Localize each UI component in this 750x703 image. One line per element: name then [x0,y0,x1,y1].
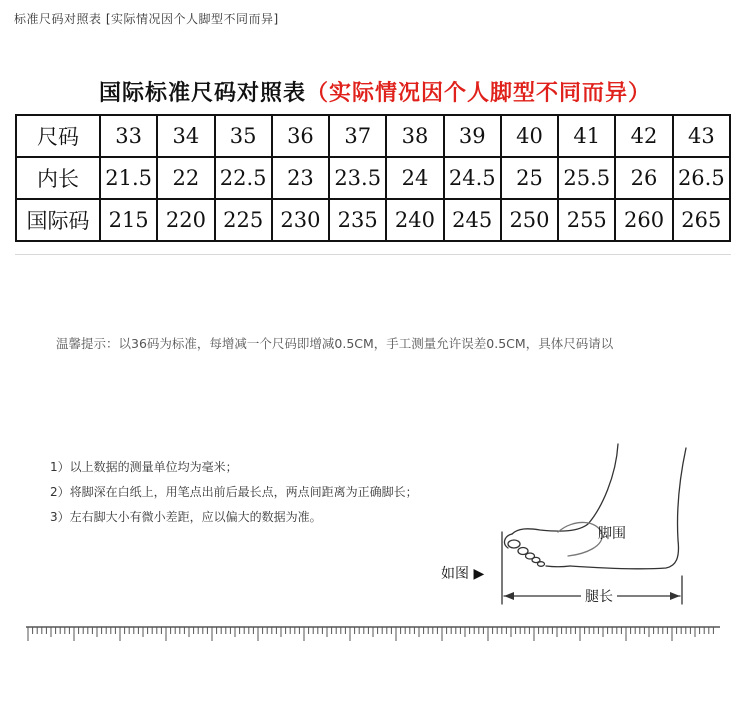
note-item: 2）将脚深在白纸上，用笔点出前后最长点，两点间距离为正确脚长； [50,485,418,499]
size-chart-table [15,114,731,242]
divider [15,254,731,255]
title-note: （实际情况因个人脚型不同而异） [306,81,652,106]
page-title [0,76,750,107]
table-cell: 36 [272,115,329,157]
table-cell: 23.5 [329,157,386,199]
measurement-notes [50,458,418,533]
table-cell: 35 [215,115,272,157]
length-label: 腿长 [581,586,617,606]
table-cell: 23 [272,157,329,199]
table-row [16,199,730,241]
note-item: 1）以上数据的测量单位均为毫米； [50,460,238,474]
table-cell: 265 [673,199,730,241]
table-cell: 26 [615,157,672,199]
table-cell: 215 [100,199,157,241]
table-cell: 34 [157,115,214,157]
girth-label: 脚围 [598,526,626,542]
table-cell: 42 [615,115,672,157]
table-cell: 255 [558,199,615,241]
table-cell: 25 [501,157,558,199]
table-row [16,157,730,199]
table-cell: 22.5 [215,157,272,199]
table-row [16,115,730,157]
table-cell: 230 [272,199,329,241]
table-cell: 220 [157,199,214,241]
row-label: 国际码 [16,199,100,241]
table-cell: 39 [444,115,501,157]
table-cell: 24.5 [444,157,501,199]
table-cell: 250 [501,199,558,241]
note-item: 3）左右脚大小有微小差距，应以偏大的数据为准。 [50,510,322,524]
table-cell: 25.5 [558,157,615,199]
figure-pointer-label: 如图 ▶ [441,566,485,582]
table-cell: 43 [673,115,730,157]
table-cell: 245 [444,199,501,241]
header-note: 标准尺码对照表 [实际情况因个人脚型不同而异] [14,12,279,26]
table-cell: 21.5 [100,157,157,199]
table-cell: 235 [329,199,386,241]
table-cell: 37 [329,115,386,157]
table-cell: 24 [386,157,443,199]
ruler [26,626,720,642]
table-cell: 33 [100,115,157,157]
table-cell: 240 [386,199,443,241]
row-label: 尺码 [16,115,100,157]
row-label: 内长 [16,157,100,199]
table-cell: 41 [558,115,615,157]
title-main: 国际标准尺码对照表 [98,81,306,106]
table-cell: 38 [386,115,443,157]
tip-text: 温馨提示：以36码为标准，每增减一个尺码即增减0.5CM，手工测量允许误差0.5CM，具体尺码请以 [56,336,614,351]
table-cell: 26.5 [673,157,730,199]
table-cell: 22 [157,157,214,199]
table-cell: 260 [615,199,672,241]
table-cell: 225 [215,199,272,241]
table-cell: 40 [501,115,558,157]
